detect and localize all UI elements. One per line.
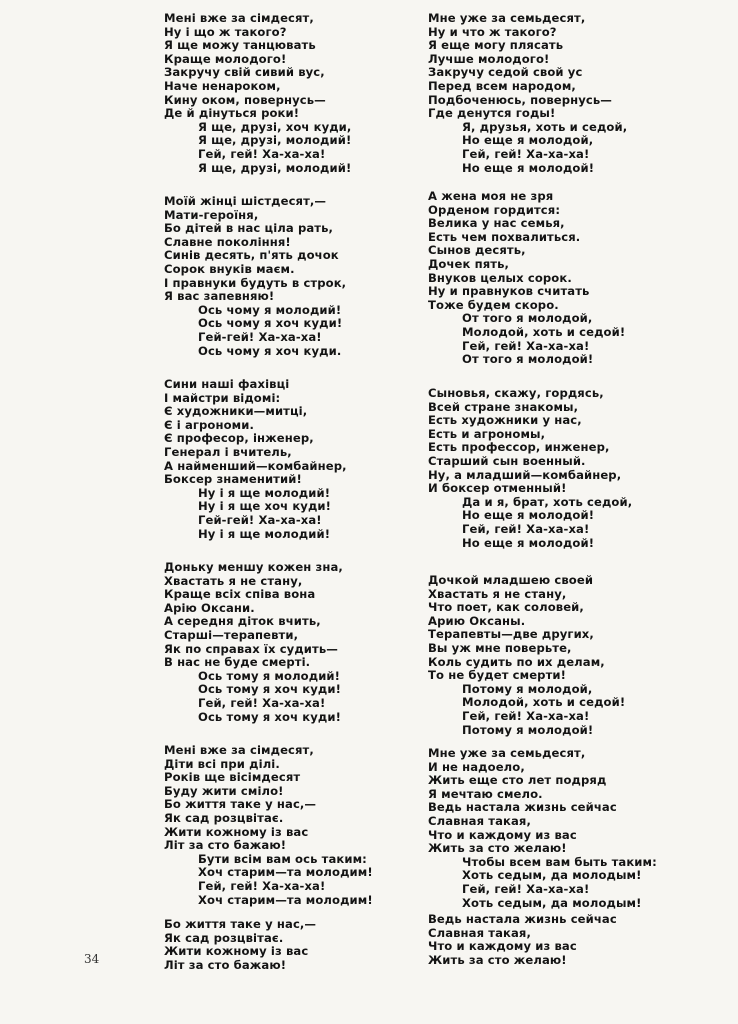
refrain-line: Гей, гей! Ха-ха-ха! [462, 338, 590, 353]
refrain-line: Но еще я молодой! [462, 160, 595, 175]
verse-line: Славная такая, [428, 925, 531, 940]
verse-line: Ну и что ж такого? [428, 24, 557, 39]
stanza [428, 747, 657, 910]
verse-line: То не будет смерти! [428, 668, 566, 683]
stanza [164, 12, 351, 175]
refrain-line: Гей, гей! Ха-ха-ха! [198, 878, 326, 893]
verse-line: Синів десять, п'ять дочок [164, 248, 339, 263]
verse-line: Тоже будем скоро. [428, 297, 559, 312]
verse-line: Є художники—митці, [164, 404, 308, 419]
verse-line: Мені вже за сімдесят, [164, 11, 314, 25]
verse-line: Діти всі при ділі. [164, 756, 280, 771]
verse-line: Старші—терапевти, [164, 627, 299, 642]
verse-line: Як по справах їх судить— [164, 641, 338, 656]
stanza [428, 574, 625, 737]
verse-line: Арію Оксани. [164, 600, 255, 615]
verse-line: Років ще вісімдесят [164, 770, 301, 785]
refrain-line: Ось чому я хоч куди! [198, 316, 343, 331]
verse-line: Я мечтаю смело. [428, 786, 543, 801]
verse-line: А жена моя не зря [428, 189, 554, 203]
verse-line: В нас не буде смерті. [164, 655, 311, 670]
verse-line: Ведь настала жизнь сейчас [428, 800, 617, 815]
verse-line: Я еще могу плясать [428, 38, 564, 53]
refrain-line: Гей-гей! Ха-ха-ха! [198, 512, 322, 527]
verse-line: Є професор, інженер, [164, 431, 314, 446]
refrain-line: Но еще я молодой! [462, 535, 595, 550]
verse-line: Есть художники у нас, [428, 413, 582, 428]
verse-line: Літ за сто бажаю! [164, 838, 287, 853]
refrain-line: Молодой, хоть и седой! [462, 324, 626, 339]
verse-line: Краще молодого! [164, 51, 287, 66]
verse-line: Мне уже за семьдесят, [428, 746, 586, 760]
verse-line: Что поет, как соловей, [428, 600, 584, 615]
verse-line: Славне покоління! [164, 234, 291, 249]
verse-line: Мати-героїня, [164, 207, 259, 222]
verse-line: Внуков целых сорок. [428, 270, 572, 285]
verse-line: Сини наші фахівці [164, 377, 290, 391]
verse-line: Терапевты—две других, [428, 627, 594, 642]
verse-line: Ну и правнуков считать [428, 284, 590, 299]
refrain-line: Я ще, друзі, хоч куди, [198, 119, 352, 134]
verse-line: І майстри відомі: [164, 390, 281, 405]
verse-line: А середня діток вчить, [164, 614, 321, 629]
stanza [164, 744, 373, 907]
verse-line: Орденом гордится: [428, 202, 561, 217]
verse-line: Жить еще сто лет подряд [428, 773, 607, 788]
verse-line: Ну, а младший—комбайнер, [428, 467, 622, 482]
refrain-line: Но еще я молодой, [462, 133, 594, 148]
stanza [428, 387, 632, 550]
refrain-line: Ось тому я молодий! [198, 668, 341, 683]
verse-line: И не надоело, [428, 759, 525, 774]
refrain-line: Я ще, друзі, молодий! [198, 133, 352, 148]
refrain-line: Хоч старим—та молодим! [198, 892, 373, 907]
verse-line: Арию Оксаны. [428, 613, 526, 628]
verse-line: А найменший—комбайнер, [164, 458, 347, 473]
refrain-line: Хоть седым, да молодым! [462, 868, 642, 883]
verse-line: Всей стране знакомы, [428, 399, 579, 414]
refrain-line: Ось тому я хоч куди! [198, 709, 341, 724]
verse-line: Моїй жінці шістдесят,— [164, 194, 327, 208]
verse-line: Мені вже за сімдесят, [164, 743, 314, 757]
refrain-line: Молодой, хоть и седой! [462, 695, 626, 710]
refrain-line: От того я молодой, [462, 311, 593, 326]
verse-line: Бо життя таке у нас,— [164, 797, 317, 812]
verse-line: Сыновья, скажу, гордясь, [428, 386, 604, 400]
verse-line: Старший сын военный. [428, 453, 586, 468]
verse-line: Лучше молодого! [428, 51, 550, 66]
refrain-line: Потому я молодой! [462, 722, 594, 737]
verse-line: Где денутся годы! [428, 106, 556, 121]
verse-line: Что и каждому из вас [428, 827, 577, 842]
page-number: 34 [84, 952, 100, 966]
verse-line: Мне уже за семьдесят, [428, 11, 586, 25]
verse-line: Жити кожному із вас [164, 944, 309, 959]
verse-line: Закручу седой свой ус [428, 65, 583, 80]
refrain-line: Гей-гей! Ха-ха-ха! [198, 329, 322, 344]
refrain-line: Гей, гей! Ха-ха-ха! [198, 695, 326, 710]
stanza [428, 12, 627, 175]
verse-line: Перед всем народом, [428, 78, 576, 93]
verse-line: Боксер знаменитий! [164, 472, 302, 487]
verse-line: Что и каждому из вас [428, 939, 577, 954]
verse-line: Хвастать я не стану, [164, 573, 303, 588]
refrain-line: Потому я молодой, [462, 681, 593, 696]
refrain-line: Да и я, брат, хоть седой, [462, 494, 633, 509]
refrain-line: Ось чому я хоч куди. [198, 343, 342, 358]
refrain-line: Я, друзья, хоть и седой, [462, 119, 628, 134]
verse-line: Славная такая, [428, 813, 531, 828]
verse-line: Доньку меншу кожен зна, [164, 560, 343, 574]
verse-line: Велика у нас семья, [428, 216, 565, 231]
verse-line: Краще всіх співа вона [164, 587, 316, 602]
verse-line: Кину оком, повернусь— [164, 92, 326, 107]
verse-line: Сорок внуків маєм. [164, 261, 295, 276]
refrain-line: Гей, гей! Ха-ха-ха! [462, 881, 590, 896]
verse-line: Наче ненароком, [164, 78, 281, 93]
refrain-line: Ну і я ще хоч куди! [198, 499, 332, 514]
verse-line: Генерал і вчитель, [164, 444, 292, 459]
refrain-line: От того я молодой! [462, 352, 594, 367]
refrain-line: Гей, гей! Ха-ха-ха! [462, 521, 590, 536]
verse-line: Сынов десять, [428, 243, 526, 258]
verse-line: Жити кожному із вас [164, 824, 309, 839]
refrain-line: Хоть седым, да молодым! [462, 895, 642, 910]
refrain-line: Гей, гей! Ха-ха-ха! [462, 146, 590, 161]
verse-line: Есть и агрономы, [428, 426, 546, 441]
verse-line: Закручу свій сивий вус, [164, 65, 325, 80]
verse-line: Дочкой младшею своей [428, 573, 594, 587]
verse-line: Подбоченюсь, повернусь— [428, 92, 612, 107]
refrain-line: Чтобы всем вам быть таким: [462, 854, 657, 869]
verse-line: Есть профессор, инженер, [428, 440, 610, 455]
verse-line: Я ще можу танцювать [164, 38, 316, 53]
stanza [164, 195, 346, 358]
verse-line: Коль судить по их делам, [428, 654, 605, 669]
verse-line: Есть чем похвалиться. [428, 229, 581, 244]
verse-line: Дочек пять, [428, 256, 510, 271]
stanza [164, 378, 347, 541]
verse-line: Де й дінуться роки! [164, 106, 300, 121]
refrain-line: Ось тому я хоч куди! [198, 682, 341, 697]
verse-line: Хвастать я не стану, [428, 586, 567, 601]
refrain-line: Ну і я ще молодий! [198, 485, 331, 500]
verse-line: Як сад розцвітає. [164, 930, 284, 945]
stanza [164, 918, 316, 972]
refrain-line: Гей, гей! Ха-ха-ха! [462, 708, 590, 723]
stanza [428, 913, 617, 967]
verse-line: Жить за сто желаю! [428, 841, 567, 856]
refrain-line: Но еще я молодой! [462, 508, 595, 523]
verse-line: Буду жити сміло! [164, 783, 284, 798]
verse-line: Ведь настала жизнь сейчас [428, 912, 617, 926]
refrain-line: Ну і я ще молодий! [198, 526, 331, 541]
refrain-line: Я ще, друзі, молодий! [198, 160, 352, 175]
verse-line: Бо дітей в нас ціла рать, [164, 221, 334, 236]
verse-line: И боксер отменный! [428, 481, 567, 496]
verse-line: І правнуки будуть в строк, [164, 275, 347, 290]
stanza [428, 190, 625, 367]
verse-line: Як сад розцвітає. [164, 810, 284, 825]
verse-line: Я вас запевняю! [164, 289, 275, 304]
verse-line: Ну і що ж такого? [164, 24, 287, 39]
verse-line: Вы уж мне поверьте, [428, 640, 572, 655]
verse-line: Є і агрономи. [164, 417, 254, 432]
refrain-line: Хоч старим—та молодим! [198, 865, 373, 880]
verse-line: Літ за сто бажаю! [164, 957, 287, 972]
refrain-line: Гей, гей! Ха-ха-ха! [198, 146, 326, 161]
refrain-line: Ось чому я молодий! [198, 302, 342, 317]
refrain-line: Бути всім вам ось таким: [198, 851, 367, 866]
verse-line: Жить за сто желаю! [428, 952, 567, 967]
verse-line: Бо життя таке у нас,— [164, 917, 317, 931]
stanza [164, 561, 343, 724]
